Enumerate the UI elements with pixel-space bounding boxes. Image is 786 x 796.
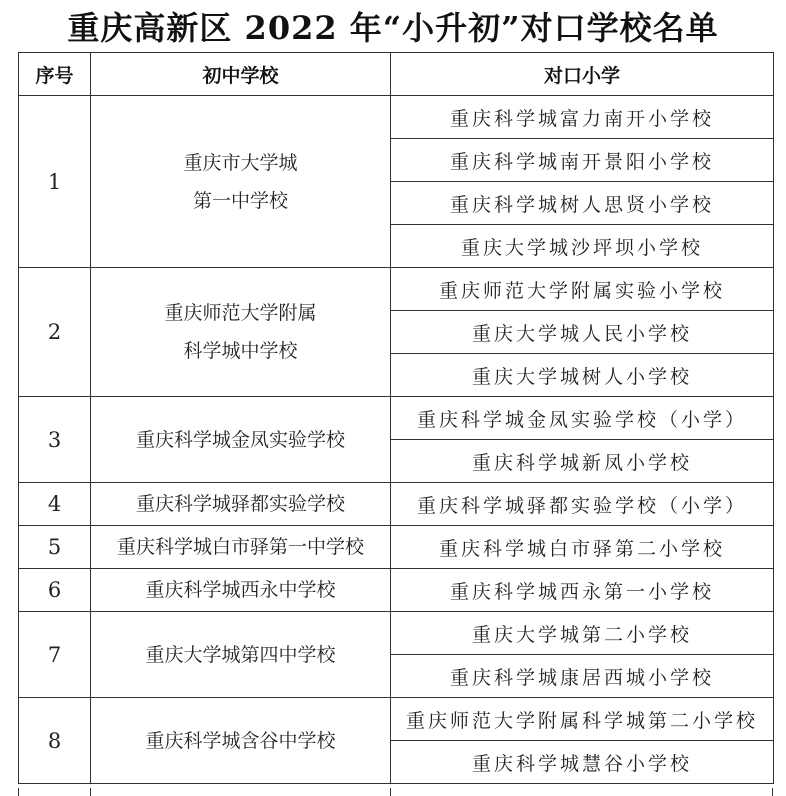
primary-school-name: 重庆科学城树人思贤小学校 [391,182,774,225]
header-middle-school: 初中学校 [91,53,391,96]
primary-school-name: 重庆科学城白市驿第二小学校 [391,526,774,569]
table-row [19,483,774,526]
middle-school-cell [91,268,391,397]
table-body [19,96,774,784]
document-title: 重庆高新区 2022 年“小升初”对口学校名单 [67,9,719,47]
table-continuation [18,788,773,796]
table-header-row [19,53,774,96]
row-index: 6 [19,569,91,612]
middle-school-cell [91,96,391,268]
header-primary-school: 对口小学 [391,53,774,96]
middle-school-name: 第一中学校 [192,189,288,212]
middle-school-name: 重庆科学城驿都实验学校 [135,493,345,515]
primary-school-name: 重庆科学城富力南开小学校 [391,96,774,139]
middle-school-name: 重庆科学城金凤实验学校 [135,428,345,451]
primary-school-name: 重庆师范大学附属实验小学校 [391,268,774,311]
row-index: 8 [19,698,91,784]
table-row [19,96,774,139]
table-row [19,397,774,440]
table-row [19,569,774,612]
primary-school-name: 重庆科学城驿都实验学校（小学） [391,483,774,526]
middle-school-cell [91,483,391,526]
middle-school-cell [91,612,391,698]
table-row [19,612,774,655]
primary-school-name: 重庆科学城西永第一小学校 [391,569,774,612]
table-row [19,698,774,741]
primary-school-name: 重庆大学城树人小学校 [391,354,774,397]
primary-school-name: 重庆科学城南开景阳小学校 [391,139,774,182]
table-row [19,526,774,569]
row-index: 2 [19,268,91,397]
middle-school-name: 重庆师范大学附属 [164,302,317,324]
row-index: 3 [19,397,91,483]
school-table [18,52,774,784]
tail-divider [90,788,91,796]
row-index: 5 [19,526,91,569]
middle-school-cell [91,526,391,569]
primary-school-name: 重庆科学城金凤实验学校（小学） [391,397,774,440]
row-index: 7 [19,612,91,698]
middle-school-cell [91,698,391,784]
middle-school-cell [91,397,391,483]
primary-school-name: 重庆科学城康居西城小学校 [391,655,774,698]
primary-school-name: 重庆大学城第二小学校 [391,612,774,655]
table-row [19,268,774,311]
primary-school-name: 重庆科学城新凤小学校 [391,440,774,483]
middle-school-name: 科学城中学校 [183,340,298,362]
middle-school-cell [91,569,391,612]
tail-divider [390,788,391,796]
middle-school-name: 重庆科学城含谷中学校 [145,729,336,752]
middle-school-name: 重庆市大学城 [183,151,298,174]
middle-school-name: 重庆科学城白市驿第一中学校 [116,536,364,558]
primary-school-name: 重庆大学城人民小学校 [391,311,774,354]
primary-school-name: 重庆师范大学附属科学城第二小学校 [391,698,774,741]
middle-school-name: 重庆大学城第四中学校 [145,643,336,666]
row-index: 1 [19,96,91,268]
row-index: 4 [19,483,91,526]
primary-school-name: 重庆大学城沙坪坝小学校 [391,225,774,268]
primary-school-name: 重庆科学城慧谷小学校 [391,741,774,784]
header-index: 序号 [19,53,91,96]
middle-school-name: 重庆科学城西永中学校 [145,579,336,601]
